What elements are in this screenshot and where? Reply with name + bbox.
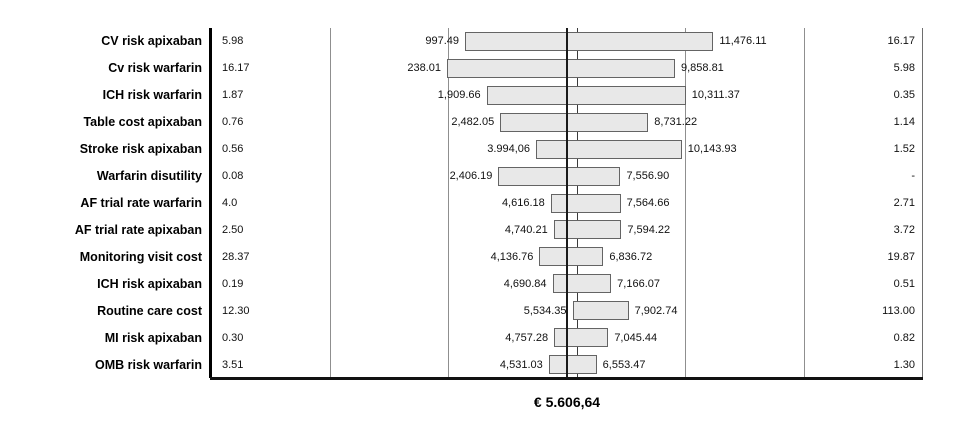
high-input-value: 0.35: [893, 89, 915, 102]
low-input-value-column: [222, 28, 322, 378]
label-separator-line: [209, 28, 212, 378]
low-input-value: 0.08: [222, 170, 244, 183]
axis-line: [566, 28, 568, 378]
bar-low-label: 4,690.84: [503, 277, 547, 290]
bar-high-label: 10,143.93: [687, 143, 737, 156]
bar: [500, 113, 648, 132]
row-label: Stroke risk apixaban: [79, 142, 202, 157]
low-input-value: 0.76: [222, 116, 244, 129]
bar-high-label: 7,902.74: [634, 304, 678, 317]
row-label: Monitoring visit cost: [79, 249, 202, 264]
high-input-value-column: [815, 28, 915, 378]
row-label: AF trial rate warfarin: [80, 195, 202, 210]
x-axis-baseline: [210, 377, 923, 380]
bar-high-label: 7,564.66: [626, 196, 670, 209]
low-input-value: 16.17: [222, 62, 250, 75]
bar-low-label: 2,406.19: [449, 170, 493, 183]
row-label: ICH risk warfarin: [102, 88, 202, 103]
bar-low-label: 2,482.05: [451, 116, 495, 129]
bar-high-label: 6,553.47: [602, 358, 646, 371]
bar: [447, 59, 675, 78]
bar: [498, 167, 620, 186]
bar-low-label: 3.994,06: [487, 143, 531, 156]
bar: [465, 32, 713, 51]
high-input-value: 0.51: [893, 277, 915, 290]
low-input-value: 28.37: [222, 250, 250, 263]
bar-low-label: 1,909.66: [437, 89, 481, 102]
high-input-value: 2.71: [893, 196, 915, 209]
bar: [536, 140, 682, 159]
high-input-value: -: [911, 170, 915, 183]
low-input-value: 12.30: [222, 304, 250, 317]
bar-low-label: 4,136.76: [490, 250, 534, 263]
bar-high-label: 8,731.22: [654, 116, 698, 129]
bar: [487, 86, 686, 105]
bar-low-label: 4,757.28: [505, 331, 549, 344]
low-input-value: 1.87: [222, 89, 244, 102]
bar-low-label: 4,740.21: [504, 223, 548, 236]
low-input-value: 3.51: [222, 358, 244, 371]
bar-low-label: 4,531.03: [499, 358, 543, 371]
high-input-value: 1.30: [893, 358, 915, 371]
bar-low-label: 4,616.18: [501, 196, 545, 209]
bar: [549, 355, 597, 374]
bar-low-label: 5,534.35: [523, 304, 567, 317]
bar-high-label: 7,556.90: [626, 170, 670, 183]
row-label: OMB risk warfarin: [95, 357, 202, 372]
row-label: Routine care cost: [97, 303, 202, 318]
low-input-value: 2.50: [222, 223, 244, 236]
bar-high-label: 11,476.11: [719, 35, 767, 48]
row-label: Table cost apixaban: [83, 115, 202, 130]
row-label: Warfarin disutility: [96, 169, 202, 184]
parameter-label-column: [0, 28, 202, 378]
high-input-value: 0.82: [893, 331, 915, 344]
gridline: [804, 28, 805, 378]
low-input-value: 0.19: [222, 277, 244, 290]
high-input-value: 1.14: [893, 116, 915, 129]
low-input-value: 0.56: [222, 143, 244, 156]
bar: [551, 194, 621, 213]
bar: [539, 247, 603, 266]
row-label: CV risk apixaban: [101, 34, 202, 49]
bar: [573, 301, 629, 320]
bar-high-label: 7,166.07: [617, 277, 660, 290]
high-input-value: 16.17: [887, 35, 915, 48]
bar-low-label: 997.49: [425, 35, 460, 48]
bar-low-label: 238.01: [407, 62, 442, 75]
low-input-value: 4.0: [222, 196, 238, 209]
row-label: ICH risk apixaban: [97, 276, 202, 291]
gridline: [330, 28, 331, 378]
plot-right-border: [922, 28, 924, 378]
bar-high-label: 7,045.44: [614, 331, 658, 344]
bar-high-label: 6,836.72: [609, 250, 653, 263]
high-input-value: 3.72: [893, 223, 915, 236]
low-input-value: 0.30: [222, 331, 244, 344]
bar: [553, 274, 612, 293]
row-label: MI risk apixaban: [104, 330, 202, 345]
bar: [554, 328, 608, 347]
bar: [554, 220, 622, 239]
high-input-value: 1.52: [893, 143, 915, 156]
bar-high-label: 7,594.22: [627, 223, 671, 236]
high-input-value: 113.00: [882, 304, 915, 317]
gridline: [448, 28, 449, 378]
base-value-label: € 5.606,64: [533, 394, 601, 410]
high-input-value: 19.87: [887, 250, 915, 263]
high-input-value: 5.98: [893, 62, 915, 75]
row-label: Cv risk warfarin: [108, 61, 202, 76]
row-label: AF trial rate apixaban: [74, 222, 202, 237]
bar-high-label: 10,311.37: [691, 89, 740, 102]
bar-high-label: 9,858.81: [680, 62, 724, 75]
low-input-value: 5.98: [222, 35, 244, 48]
